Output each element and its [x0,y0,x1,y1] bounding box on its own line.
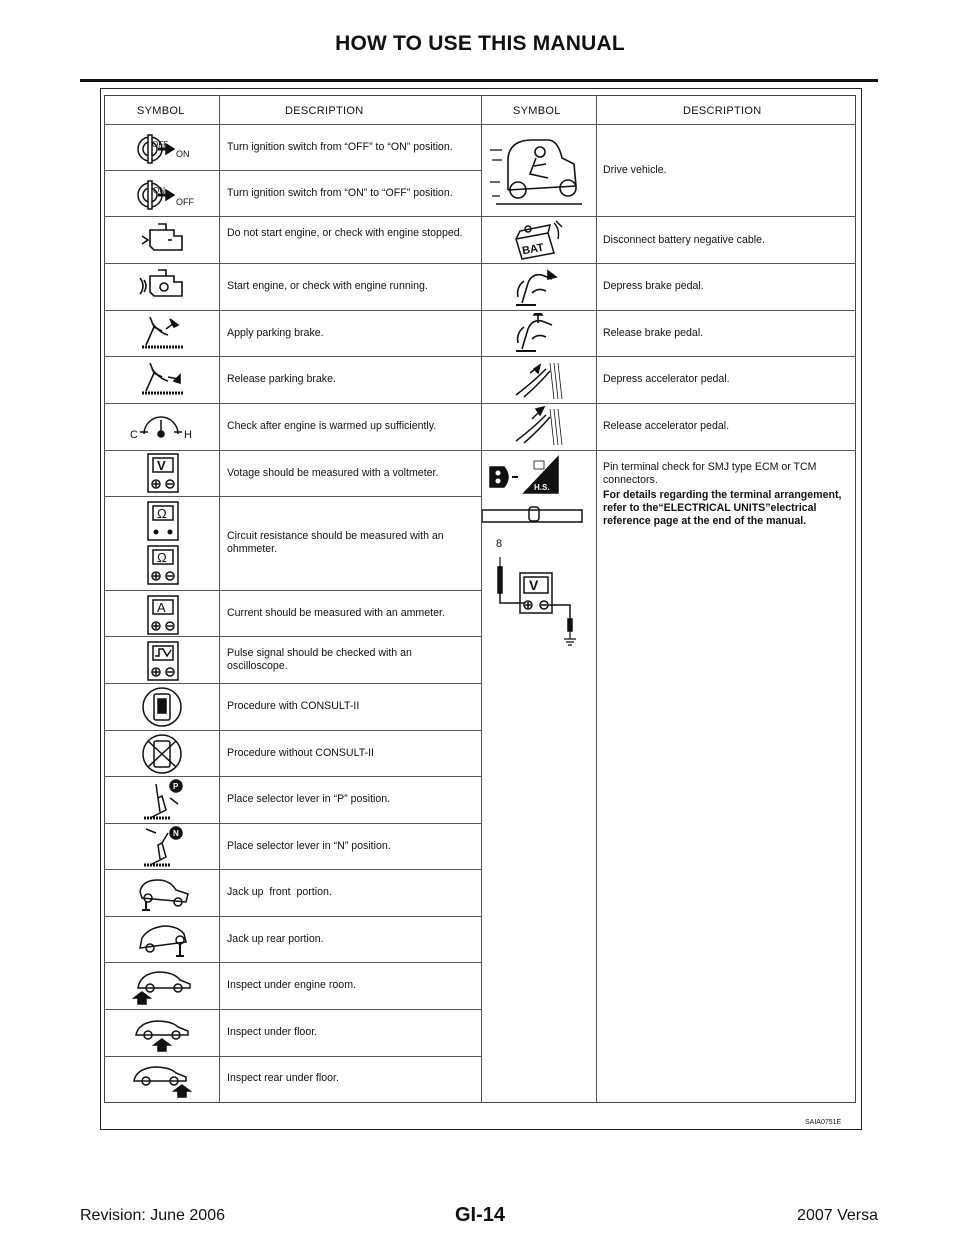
description-text: Place selector lever in “P” position. [227,793,391,805]
row-rule [104,823,481,824]
selector-lever-p-icon [140,778,186,822]
description-text: Depress accelerator pedal. [603,373,730,385]
row-rule [104,263,856,264]
row-rule [104,450,856,451]
svg-text:C: C [130,429,138,441]
description-text: Inspect under engine room. [227,979,356,991]
inspect-under-floor-icon [130,1013,194,1053]
row-rule [104,310,856,311]
battery-disconnect-icon [510,219,566,261]
svg-text:Ω: Ω [157,506,167,521]
apply-parking-brake-icon [140,313,186,353]
temperature-gauge-icon [128,412,194,442]
row-rule [104,636,481,637]
svg-text:OFF: OFF [176,197,194,207]
release-parking-brake-icon [140,359,186,399]
description-text: Jack up front portion. [227,886,332,898]
row-rule [104,590,481,591]
row-rule [104,1009,481,1010]
description-text: Check after engine is warmed up sufficiently. [227,420,437,432]
svg-text:Ω: Ω [157,550,167,565]
figure-code: SAIA0751E [805,1119,842,1126]
svg-text:ON: ON [176,149,190,159]
description-text: Apply parking brake. [227,327,324,339]
col-divider [596,95,597,1103]
row-rule [104,776,481,777]
description-text: Votage should be measured with a voltmeter. [227,467,439,479]
svg-text:P: P [173,782,179,791]
engine-stopped-icon [140,222,190,258]
ignition-off-to-on-icon [134,129,198,169]
description-text: Current should be measured with an ammeter. [227,607,445,619]
description-text: Depress brake pedal. [603,280,704,292]
jack-up-rear-icon [134,920,194,960]
oscilloscope-icon [146,640,180,682]
page-title: HOW TO USE THIS MANUAL [335,32,625,55]
description-text: Start engine, or check with engine running. [227,280,428,292]
row-rule [104,1056,481,1057]
header-description-right: DESCRIPTION [683,105,762,117]
row-rule [104,216,856,217]
description-text: Jack up rear portion. [227,933,324,945]
svg-text:A: A [157,600,166,615]
svg-text:V: V [529,577,539,593]
row-rule [104,356,856,357]
row-rule [104,170,481,171]
description-text: Circuit resistance should be measured with an ohmmeter. [227,530,444,555]
depress-brake-pedal-icon [512,267,562,307]
ohmmeter-icon [146,500,180,586]
title-rule [80,79,878,82]
row-rule [104,683,481,684]
ignition-on-to-off-icon [134,175,198,215]
inspect-under-engine-room-icon [130,966,194,1006]
description-text: Release brake pedal. [603,327,704,339]
engine-running-icon [138,268,190,304]
description-text: Release parking brake. [227,373,336,385]
jack-up-front-icon [134,874,194,914]
description-text: Pin terminal check for SMJ type ECM or TCM connectors. [603,461,817,486]
pin-terminal-check-icon [482,453,594,653]
model-name: 2007 Versa [797,1207,878,1224]
row-rule [104,730,481,731]
voltmeter-icon [146,452,180,494]
release-accelerator-icon [510,405,566,447]
drive-vehicle-icon [488,130,588,210]
release-brake-pedal-icon [512,313,562,353]
selector-lever-n-icon [140,825,186,869]
svg-text:H.S.: H.S. [534,483,550,492]
description-text: Disconnect battery negative cable. [603,234,765,246]
col-divider [219,95,220,1103]
consult-ii-icon [140,686,184,728]
svg-text:N: N [173,829,179,838]
description-text: Turn ignition switch from “ON” to “OFF” position. [227,187,453,199]
description-text: Procedure with CONSULT-II [227,700,360,712]
svg-text:OFF: OFF [152,140,168,149]
header-rule [104,124,856,125]
depress-accelerator-icon [510,359,566,401]
no-consult-ii-icon [140,733,184,775]
description-text: Do not start engine, or check with engine stopped. [227,227,463,239]
header-description-left: DESCRIPTION [285,105,364,117]
header-symbol-right: SYMBOL [513,105,561,117]
revision-date: Revision: June 2006 [80,1207,225,1224]
description-text: Drive vehicle. [603,164,667,176]
svg-text:ON: ON [153,186,165,195]
header-symbol-left: SYMBOL [137,105,185,117]
description-text: Place selector lever in “N” position. [227,840,391,852]
description-text: Inspect rear under floor. [227,1072,339,1084]
svg-text:V: V [157,458,166,473]
ammeter-icon [146,594,180,636]
row-rule [104,869,481,870]
svg-text:H: H [184,429,192,441]
description-text: Procedure without CONSULT-II [227,747,374,759]
description-text: Release accelerator pedal. [603,420,730,432]
row-rule [104,916,481,917]
description-text: Inspect under floor. [227,1026,318,1038]
description-text: Turn ignition switch from “OFF” to “ON” position. [227,141,453,153]
description-text: Pulse signal should be checked with an oscilloscope. [227,647,412,672]
svg-text:8: 8 [496,538,503,550]
row-rule [104,403,856,404]
row-rule [104,962,481,963]
svg-text:BAT: BAT [521,241,545,258]
description-note: For details regarding the terminal arrangement, refer to the“ELECTRICAL UNITS”electrical reference page at the end of the manual. [603,489,842,527]
inspect-rear-under-floor-icon [130,1059,194,1099]
page-number: GI-14 [454,1204,506,1226]
row-rule [104,496,481,497]
